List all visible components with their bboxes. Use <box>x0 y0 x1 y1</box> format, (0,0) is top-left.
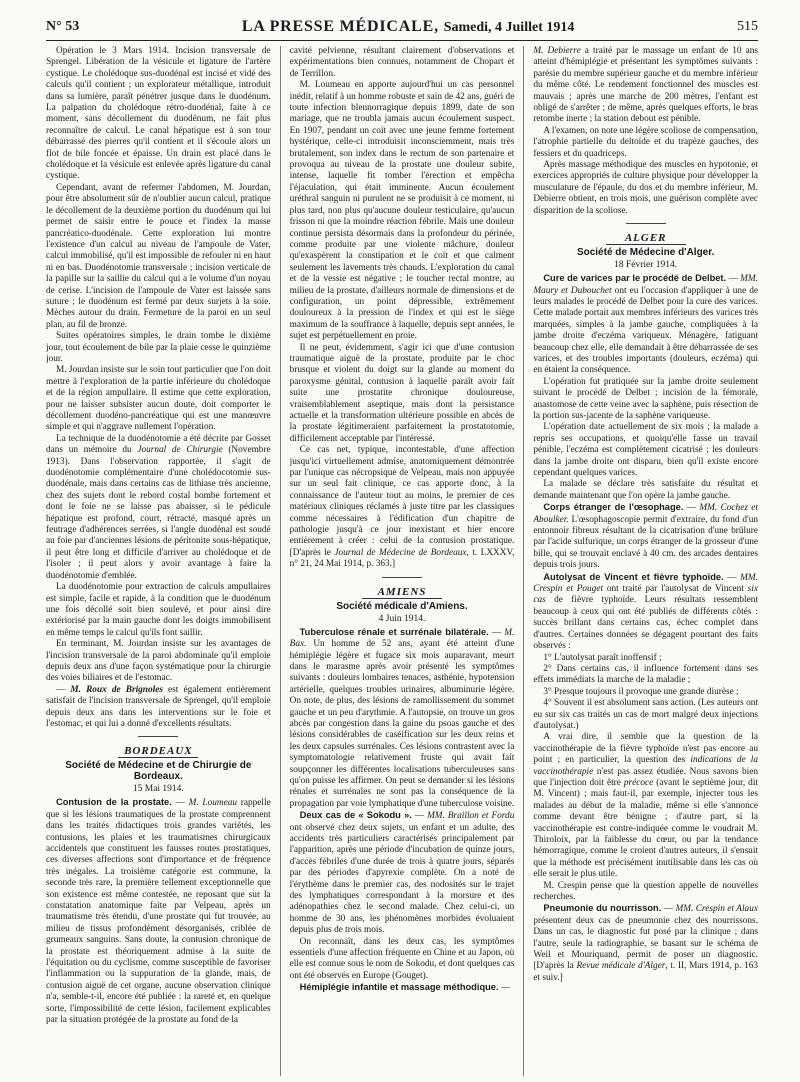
journal-name: LA PRESSE MÉDICALE, <box>241 18 439 35</box>
text-run: Un homme de 52 ans, ayant été atteint d'une hémiplégie légère et fugace six mois auparavant, meurt dans le marasme après avoir présenté les symptômes suivants : douleurs lombaires tenaces, asthénie, hypotension artérielle, quelques troubles urinaires, albuminurie légère. On note, de plus, des lésions de ramollissement du sommet gauche et un peu d'arythmie. A l'autopsie, on trouve un gros abcès par congestion dans la gaine du psoas gauche et des lésions considérables de caséification sur les deux reins et les deux capsules surrénales. Ces lésions contrastent avec la symptomatologie relativement fruste qui avait fait soupçonner les différentes localisations tuberculeuses sans qu'on puisse les affirmer. On peut se demander si les lésions rénales et surrénales ne sont pas la conséquence de la propagation par voie lymphatique d'une tuberculose voisine. <box>289 639 515 809</box>
author-name: M. Bax. <box>289 627 515 650</box>
article-heading: Cure de varices par le procédé de Delbet. <box>543 273 727 284</box>
text-run: rappelle que si les lésions traumatiques de la prostate comprennent dans les traités didactiques trois grandes variétés, les contusions, les plaies et les traumatismes chirurgicaux accidentels que constituent les fausses routes prostatiques, ces diverses affections sont d'importance et de fréquence très inégales. La troisième catégorie est commune, la seconde très rare, la première tellement exceptionnelle que son existence est même contestée, ne reposant que sur la constatation anatomique faite par Velpeau, après un traumatisme très étendu, d'une prostate qui fut trouvée, au milieu de tissus profondément désorganisés, criblée de grumeaux sanguins. Sans doute, la contusion chronique de la prostate est théoriquement admise à la suite de l'équitation ou du cyclisme, comme susceptible de favoriser l'inflammation ou la suppuration de la glande, mais, de contusion aiguë de cet organe, aucune observation clinique n'a, semble-t-il, encore été publiée : la rareté et, en quelque sorte, l'impossibilité de cette lésion, facilement explicables par la situation protégée de la prostate au fond de la <box>46 798 271 1026</box>
society-name: Société de Médecine et de Chirurgie de Bordeaux. <box>65 760 252 783</box>
issue-date: Samedi, 4 Juillet 1914 <box>443 20 575 35</box>
paragraph: Deux cas de « Sokodu ». — MM. Braillon et Fordu ont observé chez deux sujets, un enfant et un adulte, des accidents très particuliers caractérisés principalement par l'apparition, après une période d'incubation de quinze jours, d'accès fébriles d'une durée de trois à quatre jours, séparés par des périodes d'apyrexie complète. On a noté de l'érythème dans le premier cas, des nodosités sur le trajet des lymphatiques correspondant à la morsure et des adénopathies chez le second malade. Chez celui-ci, un homme de 30 ans, les phénomènes morbides évoluaient depuis plus de trois mois. <box>289 810 515 936</box>
paragraph: Opération le 3 Mars 1914. Incision transversale de Sprengel. Libération de la vésicule et ligature de l'artère cystique. Le cholédoque sus-duodénal est incisé et vidé des calculs qu'il contient ; un explorateur métallique, introduit dans sa lumière, paraît pénétrer jusque dans le duodénum. La palpation du cholédoque rétro-duodénal, faite à ce moment, sans décollement du duodénum, ne fait plus reconnaître de calcul. Le canal hépatique est à son tour débarrassé des pierres qu'il contient et il s'écoule alors un flot de bile foncée et épaisse. Un drain est placé dans le cholédoque et la vésicule est enlevée après ligature du canal cystique. <box>46 46 271 182</box>
society-name: Société médicale d'Amiens. <box>336 600 468 612</box>
text-run: L'œsophagoscopie permit d'extraire, du fond d'un entonnoir fibreux résultant de la cicatrisation d'une brûlure par l'acide sulfurique, un corps étranger de la grosseur d'une bille, qui se trouvait enclavé à 40 cm. des arcades dentaires depuis trois jours. <box>533 514 758 571</box>
paragraph: Cependant, avant de refermer l'abdomen, M. Jourdan, pour être absolument sûr de n'oublier aucun calcul, pratique le décollement de la deuxième portion du duodénum qui lui permet de saisir entre le pouce et l'index la masse pancréatico-duodénale. Cette exploration lui montre l'existence d'un calcul au niveau de l'ampoule de Vater, calcul immobilisé, qu'il est impossible de refouler ni en haut ni en bas. Duodénotomie transversale ; incision verticale de la papille sur la saillie du calcul qui a le volume d'un noyau de cerise. L'incision de l'ampoule de Vater est laissée sans suture ; le duodénum est fermé par deux surjets à la soie. Mèches autour du drain. Fermeture de la paroi en un seul plan, au fil de bronze. <box>46 182 271 330</box>
section-divider <box>382 577 422 578</box>
paragraph <box>533 46 758 126</box>
journal-title <box>242 18 575 36</box>
section-divider <box>626 223 666 224</box>
article-heading: Deux cas de « Sokodu ». <box>299 810 412 821</box>
article-heading: Autolysat de Vincent et fièvre typhoïde. <box>543 571 724 582</box>
list-item: 4° Souvent il est absolument sans action. (Les auteurs ont eu sur six cas traités un cas de mort malgré deux injections d'autolysat.) <box>533 698 758 731</box>
article-heading: Corps étranger de l'œsophage. <box>543 502 684 513</box>
heading-rule <box>606 244 686 245</box>
author-name: MM. Braillon et Fordu <box>427 811 515 822</box>
text-run: présentent deux cas de pneumonie chez des nourrissons. Dans un cas, le diagnostic fut posé par la clinique ; dans l'autre, seule la radiographie, se basant sur le schéma de Weil et Mouriquand, permit de poser un diagnostic. [D'après la <box>533 915 758 972</box>
paragraph: L'opération date actuellement de six mois ; la malade a repris ses occupations, et quoiqu'elle fasse un travail pénible, l'eczéma est complètement cicatrisé ; les douleurs dans la jambe droite ont disparu, bien qu'il existe encore cependant quelques varices. <box>533 422 758 478</box>
text-run: de fièvre typhoïde. Leurs résultats ressemblent beaucoup à ceux qui ont été publiés de différents côtés : succès brillant dans certains cas, échec complet dans d'autres. Certaines données se dégagent pourtant des faits observés : <box>533 595 758 652</box>
article-heading: Tuberculose rénale et surrénale bilatérale. <box>299 626 489 637</box>
city-heading-alger: ALGER <box>624 232 667 245</box>
paragraph: Suites opératoires simples, le drain tombe le dixième jour, tout écoulement de bile par la plaie cesse le quinzième jour. <box>46 331 271 364</box>
paragraph: L'opération fut pratiquée sur la jambe droite seulement suivant le procédé de Delbet ; incision de la fémorale, anastomose de cette veine avec la saphène, puis résection de la portion sus-jacente de la saphène variqueuse. <box>533 376 758 421</box>
text-run: (Novembre 1913). Dans l'observation rapportée, il s'agit de duodénotomie complémentaire d'une cholédocotomie sus-duodénale, mais dans certains cas de lithiase très ancienne, chez des sujets dont le rebord costal bombe fortement et dont le foie ne se laisse pas abaisser, si le pédicule hépatique est profond, court, rétracté, masqué après un feutrage d'adhérences serrées, si l'angle duodénal est soudé au foie par d'anciennes lésions de péritonite sous-hépatique, il peut être long et difficile d'arriver au cholédoque et de l'isoler ; il peut alors y avoir avantage à faire la duodénotomie d'emblée. <box>46 445 271 581</box>
text-run: , t. II, Mars 1914, p. 163 et suiv.] <box>533 961 758 983</box>
paragraph: Pneumonie du nourrisson. — MM. Crespin et Alaux présentent deux cas de pneumonie chez des nourrissons. Dans un cas, le diagnostic fut posé par la clinique ; dans l'autre, seule la radiographie, se basant sur le schéma de Weil et Mouriquand, permit de poser un diagnostic. [D'après la Revue médicale d'Alger, t. II, Mars 1914, p. 163 et suiv.] <box>533 903 758 983</box>
author-name: MM. Maury et Dubouchet <box>533 274 758 296</box>
session-date: 4 Juin 1914. <box>378 613 426 624</box>
author-name: MM. Crespin et Alaux <box>675 904 758 915</box>
text-run: ont traité par l'autolysat de Vincent <box>603 584 748 595</box>
paragraph <box>290 445 515 570</box>
text-run: ont observé chez deux sujets, un enfant et un adulte, des accidents très particuliers caractérisés principalement par l'apparition, après une période d'incubation de quinze jours, d'accès fébriles d'une durée de trois à quatre jours, séparés par des périodes d'apyrexie complète. On a noté de l'érythème dans le premier cas, des nodosités sur le trajet des lymphatiques correspondant à la morsure et des adénopathies chez le second malade. Chez celui-ci, un homme de 30 ans, les phénomènes morbides évoluaient depuis plus de trois mois. <box>289 822 515 936</box>
text-run: ont eu l'occasion d'appliquer à une de leurs malades le procédé de Delbet pour la cure des varices. Cette malade portait aux membres inférieurs des varices très marquées, simples à la jambe gauche, compliquées à la jambe droite d'eczéma variqueux. Ménagère, fatiguant beaucoup chez elle, elle demandait à être débarrassée de ses varices, et des troubles importants (douleurs, eczéma) qui en étaient la conséquence. <box>533 285 758 376</box>
paragraph: En terminant, M. Jourdan insiste sur les avantages de l'incision transversale de la paroi abdominale qu'il emploie depuis deux ans d'une façon systématique pour la chirurgie des voies biliaires et de l'estomac. <box>46 639 271 684</box>
paragraph: La malade se déclare très satisfaite du résultat et demande maintenant que l'on opère la jambe gauche. <box>533 479 758 501</box>
list-item: 1° L'autolysat paraît inoffensif ; <box>543 652 662 663</box>
paragraph <box>533 732 758 880</box>
paragraph: M. Crespin pense que la question appelle de nouvelles recherches. <box>533 880 758 903</box>
emphasis: précoce <box>623 777 654 788</box>
column-1 <box>46 46 271 1076</box>
article-heading: Contusion de la prostate. <box>56 797 172 808</box>
paragraph: Tuberculose rénale et surrénale bilatérale. — M. Bax. Un homme de 52 ans, ayant été atteint d'une hémiplégie légère et fugace six mois auparavant, meurt dans le marasme après avoir présenté les symptômes suivants : douleurs lombaires tenaces, asthénie, hypotension artérielle, quelques troubles urinaires, albuminurie légère. On note, de plus, des lésions de ramollissement du sommet gauche et un peu d'arythmie. A l'autopsie, on trouve un gros abcès par congestion dans la gaine du psoas gauche et des lésions considérables de caséification sur les deux reins et les deux capsules surrénales. Ces lésions contrastent avec la symptomatologie relativement fruste qui avait fait soupçonner les différentes localisations tuberculeuses sans qu'on puisse les affirmer. On peut se demander si les lésions rénales et surrénales ne sont pas la conséquence de la propagation par voie lymphatique d'une tuberculose voisine. <box>289 626 515 809</box>
paragraph: — M. Roux de Brignoles est également entièrement satisfait de l'incision transversale de Sprengel, qu'il emploie depuis deux ans dans les interventions sur le foie et l'estomac, et qui lui a donné d'excellents résultats. <box>46 684 271 729</box>
author-name: MM. Cochez et Aboulker. <box>533 503 758 525</box>
text-run: est également entièrement satisfait de l'incision transversale de Sprengel, qu'il emploie depuis deux ans dans les interventions sur le foie et l'estomac, et qui lui a donné d'excellents résultats. <box>46 684 271 729</box>
column-rule <box>280 46 281 1076</box>
journal-citation: Journal de Chirurgie <box>137 445 223 456</box>
list-item: 2° Dans certains cas, il influence fortement dans ses effets immédiats la marche de la maladie ; <box>533 663 758 686</box>
running-header <box>46 14 758 41</box>
article-heading: Pneumonie du nourrisson. <box>543 903 662 914</box>
text-run: n'est pas assez étudiée. Nous savons bien que l'injection doit être <box>533 766 758 788</box>
article-heading: Hémiplégie infantile et massage méthodique. <box>299 982 499 993</box>
paragraph: Autolysat de Vincent et fièvre typhoïde. — MM. Crespin et Pouget ont traité par l'autolysat de Vincent six cas de fièvre typhoïde. Leurs résultats ressemblent beaucoup à ceux qui ont été publiés de différents côtés : succès brillant dans certains cas, échec complet dans d'autres. Certaines données se dégagent pourtant des faits observés : <box>533 571 758 652</box>
author-name: MM. Crespin et Pouget <box>533 572 758 595</box>
paragraph: Hémiplégie infantile et massage méthodique. — <box>299 982 511 994</box>
text-run: a traité par le massage un enfant de 10 ans atteint d'hémiplégie et présentant les symptômes suivants : parésie du membre supérieur gauche et du membre inférieur du même côté. Le rendement fonctionnel des muscles est mauvais ; après une marche de 200 mètres, l'enfant est obligé de s'arrêter ; de même, après quelques efforts, le bras retombe inerte ; la station debout est pénible. <box>533 46 758 125</box>
paragraph: Corps étranger de l'œsophage. — MM. Cochez et Aboulker. L'œsophagoscopie permit d'extraire, du fond d'un entonnoir fibreux résultant de la cicatrisation d'une brûlure par l'acide sulfurique, un corps étranger de la grosseur d'une bille, qui se trouvait enclavé à 40 cm. des arcades dentaires depuis trois jours. <box>533 502 758 571</box>
text-run: Ce cas net, typique, incontestable, d'une affection jusqu'ici virtuellement admise, anatomiquement démontrée par l'unique cas nécropsique de Velpeau, mais non appuyée sur un seul fait clinique, ce cas apporte donc, à la connaissance de l'auteur tout au moins, le premier de ces matériaux cliniques réclamés à juste titre par les classiques comme nécessaires à l'édification d'un chapitre de pathologie jusqu'à ce jour inexistant et hier encore entièrement à créer : celui de la contusion prostatique. [D'après le <box>289 445 515 558</box>
author-name: M. Debierre <box>533 46 581 56</box>
author-name: M. Loumeau <box>188 798 238 809</box>
paragraph: M. Loumeau en apporte aujourd'hui un cas personnel inédit, relatif à un homme robuste et sain de 42 ans, guéri de toute infection blennorragique depuis 1899, date de son mariage, que ne troubla jamais aucun écoulement suspect. En 1907, pendant un coït avec une jeune femme fortement hystérique, celle-ci introduisit inconsciemment, mais très brutalement, son index dans le rectum de son partenaire et provoqua au niveau de la prostate une douleur subite, intense, laquelle fit tomber l'érection et empêcha l'éjaculation, qui était imminente. Aucun écoulement uréthral sanguin ni purulent ne se produisit à ce moment, ni plus tard, non plus qu'aucune douleur testiculaire, qu'aucun frisson ni que la moindre réaction fébrile. Mais une douleur continue persista désormais dans la profondeur du périnée, comme produite par une violente mâchure, douleur qu'exaspèrent la constipation et le coït et que calment seulement les lavements très chauds. L'exploration du canal et de la vessie est négative ; le toucher rectal montre, au milieu de la prostate, d'ailleurs normale de dimensions et de configuration, un point dépressible, extrêmement douloureux à la pression de l'index et qui est le siège maximum de la souffrance à laquelle, depuis sept années, le sujet est perpétuellement en proie. <box>289 80 515 342</box>
paragraph: A l'examen, on note une légère scoliose de compensation, l'atrophie partielle du deltoïde et du trapèze gauches, des fessiers et du quadriceps. <box>533 125 758 159</box>
emphasis: indications de la vaccinothérapie <box>533 755 758 777</box>
column-rule <box>523 46 524 1076</box>
text-run: La technique de la duodénotomie a été décrite par Gosset dans un mémoire du <box>46 433 271 456</box>
heading-rule <box>362 598 442 599</box>
text-run: , t. LXXXV, n° 21, 24 Mai 1914, p. 363.] <box>289 547 515 570</box>
section-divider <box>138 736 178 737</box>
journal-citation: Revue médicale d'Alger <box>576 961 666 972</box>
issue-number: N° 53 <box>46 19 80 34</box>
text-run: (avant le septième jour, dit M. Vincent) ; mais faut-il, par exemple, injecter tous les malades au début de la maladie, même si elle s'annonce comme devant être bénigne ; d'autre part, si la vaccinothérapie est contre-indiquée comme le voudrait M. Thiroloix, par la faiblesse du cœur, ou par la tendance hémorragique, comme le croient d'autres auteurs, il s'ensuit que la méthode est précisément inutilisable dans les cas où elle serait le plus utile. <box>533 777 758 880</box>
paragraph: Après massage méthodique des muscles en hypotonie, et exercices appropriés de culture physique pour développer la musculature de l'épaule, du dos et du membre inférieur, M. Debierre obtient, en trois mois, une guérison complète avec disparition de la scoliose. <box>533 160 758 216</box>
city-heading-bordeaux: BORDEAUX <box>124 745 193 758</box>
column-3 <box>533 46 758 1076</box>
paragraph: Cure de varices par le procédé de Delbet. — MM. Maury et Dubouchet ont eu l'occasion d'appliquer à une de leurs malades le procédé de Delbet pour la cure des varices. Cette malade portait aux membres inférieurs des varices très marquées, simples à la jambe gauche, compliquées à la jambe droite d'eczéma variqueux. Ménagère, fatiguant beaucoup chez elle, elle demandait à être débarrassée de ses varices, et des troubles importants (douleurs, eczéma) qui en étaient la conséquence. <box>533 273 758 376</box>
paragraph: On reconnaît, dans les deux cas, les symptômes essentiels d'une affection fréquente en Chine et au Japon, où elle est connue sous le nom de Sokodu, et dont quelques cas ont été observés en Europe (Gouget). <box>289 936 515 981</box>
emphasis: six cas <box>533 584 758 606</box>
session-date: 18 Février 1914. <box>614 260 678 271</box>
society-name: Société de Médecine d'Alger. <box>576 247 715 259</box>
city-heading-amiens: AMIENS <box>377 585 427 598</box>
author-name: M. Roux de Brignoles <box>70 684 163 695</box>
text-columns <box>46 46 758 1076</box>
paragraph: La duodénotomie pour extraction de calculs ampullaires est simple, facile et rapide, à la condition que le duodénum une fois décollé soit bien soulevé, et pour ainsi dire extériorisé par la main gauche dont les doigts immobilisent en même temps le calcul qu'ils font saillir. <box>46 582 271 638</box>
column-2 <box>290 46 515 1076</box>
journal-citation: Journal de Médecine de Bordeaux <box>334 547 467 558</box>
list-item: 3° Presque toujours il provoque une grande diurèse ; <box>543 686 739 697</box>
text-run: A vrai dire, il semble que la question de la vaccinothérapie de la fièvre typhoïde n'est pas encore au point ; en particulier, la question des <box>533 732 758 766</box>
paragraph: cavité pelvienne, résultant clairement d'observations et expérimentations bien connues, notamment de Chopart et de Terrillon. <box>289 46 515 79</box>
paragraph <box>46 434 271 582</box>
session-date: 15 Mai 1914. <box>132 784 184 795</box>
paragraph: Il ne peut, évidemment, s'agir ici que d'une contusion traumatique aiguë de la prostate, produite par le choc brusque et violent du doigt sur la glande au moment du paroxysme génital, contusion à laquelle paraît avoir fait suite une prostatite chronique douloureuse, vraisemblablement aseptique, mais dont la persistance actuelle et la transformation ultérieure possible en abcès de la prostate légitimeraient parfaitement la prostatotomie, difficilement acceptable par l'intéressé. <box>289 342 515 444</box>
page-number: 515 <box>736 19 758 34</box>
paragraph: Contusion de la prostate. — M. Loumeau rappelle que si les lésions traumatiques de la prostate comprennent dans les traités didactiques trois grandes variétés, les contusions, les plaies et les traumatismes chirurgicaux accidentels que constituent les fausses routes prostatiques, ces diverses affections sont d'importance et de fréquence très inégales. La troisième catégorie est commune, la seconde très rare, la première tellement exceptionnelle que son existence est même contestée, ne reposant que sur la constatation anatomique faite par Velpeau, après un traumatisme très étendu, d'une prostate qui fut trouvée, au milieu de tissus profondément désorganisés, criblée de grumeaux sanguins. Sans doute, la contusion chronique de la prostate est théoriquement admise à la suite de l'équitation ou du cyclisme, comme susceptible de favoriser l'inflammation ou la suppuration de la glande, mais, de contusion aiguë de cet organe, aucune observation clinique n'a, semble-t-il, encore été publiée : la rareté et, en quelque sorte, l'impossibilité de cette lésion, facilement explicables par la situation protégée de la prostate au fond de la <box>46 797 271 1026</box>
heading-rule <box>118 757 198 758</box>
paragraph: M. Jourdan insiste sur le soin tout particulier que l'on doit mettre à l'exploration de la partie inférieure du cholédoque et de la région ampullaire. Il estime que cette exploration, pour ne laisser subsister aucun doute, doit comporter le décollement duodéno-pancréatique qui est une manœuvre simple et qui n'aggrave nullement l'opération. <box>46 365 271 433</box>
